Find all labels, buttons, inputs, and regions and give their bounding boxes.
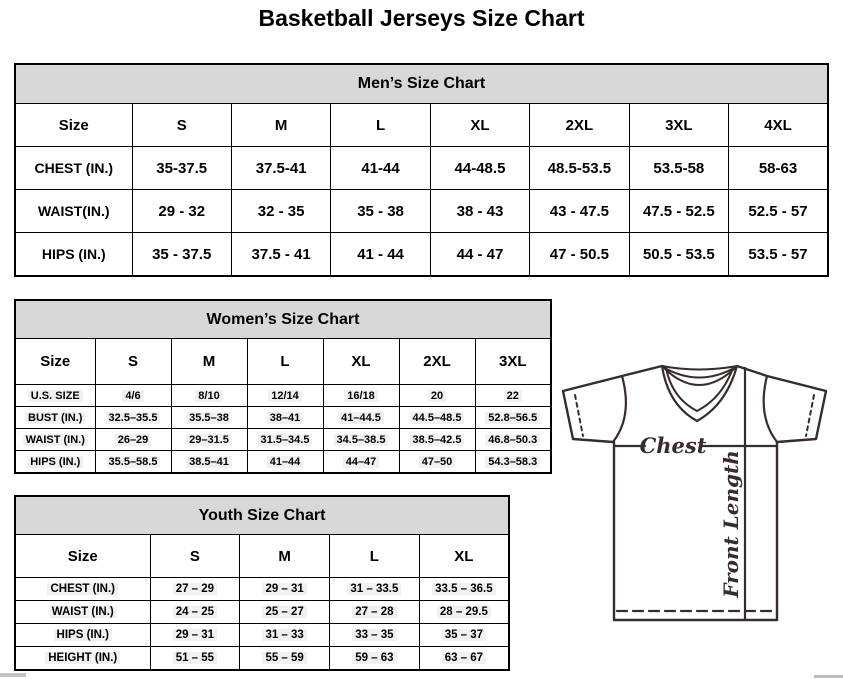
table-cell: 43 - 47.5 bbox=[530, 190, 629, 233]
cell-text: 44–47 bbox=[343, 456, 380, 468]
table-row bbox=[15, 429, 551, 451]
column-header: S bbox=[95, 339, 171, 385]
jersey-right-cuff-dashes bbox=[806, 395, 814, 436]
column-header: 3XL bbox=[629, 104, 728, 147]
table-cell bbox=[330, 624, 420, 647]
table-cell bbox=[419, 647, 509, 671]
cell-text: WAIST (IN.) bbox=[23, 434, 88, 446]
cell-text: 27 – 28 bbox=[352, 606, 396, 618]
row-label bbox=[15, 429, 95, 451]
table-cell: 29 - 32 bbox=[132, 190, 231, 233]
table-cell bbox=[240, 624, 330, 647]
cell-text: 55 – 59 bbox=[262, 652, 306, 664]
table-cell bbox=[399, 385, 475, 407]
table-cell: 44 - 47 bbox=[430, 233, 529, 277]
table-row bbox=[15, 407, 551, 429]
table-row bbox=[15, 578, 509, 601]
table-cell bbox=[399, 429, 475, 451]
table-cell bbox=[419, 578, 509, 601]
table-cell bbox=[171, 385, 247, 407]
table-cell: 35 - 38 bbox=[331, 190, 430, 233]
cell-text: 46.8–50.3 bbox=[485, 434, 540, 446]
table-cell bbox=[247, 385, 323, 407]
table-cell bbox=[171, 407, 247, 429]
column-header: XL bbox=[419, 535, 509, 578]
table-row bbox=[15, 104, 828, 147]
table-row bbox=[15, 300, 551, 339]
cell-text: 31 – 33 bbox=[262, 629, 306, 641]
cell-text: HIPS (IN.) bbox=[54, 629, 112, 641]
table-cell bbox=[95, 451, 171, 474]
column-header: Size bbox=[15, 339, 95, 385]
cell-text: 34.5–38.5 bbox=[334, 434, 389, 446]
table-cell bbox=[247, 451, 323, 474]
table-cell bbox=[475, 385, 551, 407]
row-label bbox=[15, 647, 150, 671]
column-header: M bbox=[231, 104, 330, 147]
column-header: XL bbox=[430, 104, 529, 147]
table-cell bbox=[95, 407, 171, 429]
mens-table-title: Men’s Size Chart bbox=[15, 64, 828, 104]
column-header: Size bbox=[15, 535, 150, 578]
youth-size-table bbox=[14, 495, 510, 671]
table-cell bbox=[419, 601, 509, 624]
table-cell: 41-44 bbox=[331, 147, 430, 190]
cell-text: 51 – 55 bbox=[173, 652, 217, 664]
table-cell bbox=[475, 429, 551, 451]
table-cell: 48.5-53.5 bbox=[530, 147, 629, 190]
table-cell bbox=[330, 578, 420, 601]
column-header: 4XL bbox=[729, 104, 828, 147]
cell-text: 41–44.5 bbox=[338, 412, 384, 424]
cell-text: 12/14 bbox=[268, 390, 302, 402]
cell-text: 54.3–58.3 bbox=[485, 456, 540, 468]
cell-text: 52.8–56.5 bbox=[485, 412, 540, 424]
cell-text: 26–29 bbox=[115, 434, 152, 446]
table-cell bbox=[330, 647, 420, 671]
table-cell bbox=[475, 451, 551, 474]
row-label bbox=[15, 578, 150, 601]
table-cell bbox=[323, 385, 399, 407]
womens-table-title: Women’s Size Chart bbox=[15, 300, 551, 339]
table-cell bbox=[247, 429, 323, 451]
table-cell bbox=[399, 407, 475, 429]
table-cell: 38 - 43 bbox=[430, 190, 529, 233]
table-cell bbox=[171, 429, 247, 451]
table-cell bbox=[323, 429, 399, 451]
table-cell: 47 - 50.5 bbox=[530, 233, 629, 277]
column-header: 2XL bbox=[399, 339, 475, 385]
table-cell bbox=[150, 578, 240, 601]
column-header: L bbox=[330, 535, 420, 578]
table-cell: 53.5-58 bbox=[629, 147, 728, 190]
table-cell bbox=[240, 601, 330, 624]
cell-text: 20 bbox=[428, 390, 446, 402]
table-cell bbox=[240, 647, 330, 671]
row-label bbox=[15, 407, 95, 429]
jersey-left-cuff-dashes bbox=[575, 395, 583, 436]
cell-text: 44.5–48.5 bbox=[410, 412, 465, 424]
mens-size-table bbox=[14, 63, 829, 277]
cell-text: 38.5–41 bbox=[186, 456, 232, 468]
column-header: Size bbox=[15, 104, 132, 147]
cell-text: 29 – 31 bbox=[173, 629, 217, 641]
cell-text: CHEST (IN.) bbox=[47, 583, 118, 595]
cell-text: 35 – 37 bbox=[442, 629, 486, 641]
row-label: CHEST (IN.) bbox=[15, 147, 132, 190]
jersey-body bbox=[614, 442, 777, 620]
table-cell: 44-48.5 bbox=[430, 147, 529, 190]
cell-text: HIPS (IN.) bbox=[27, 456, 83, 468]
table-cell bbox=[95, 385, 171, 407]
cell-text: 22 bbox=[504, 390, 522, 402]
row-label bbox=[15, 385, 95, 407]
table-cell: 37.5 - 41 bbox=[231, 233, 330, 277]
womens-size-table bbox=[14, 299, 552, 474]
table-row bbox=[15, 339, 551, 385]
cell-text: 24 – 25 bbox=[173, 606, 217, 618]
cell-text: 25 – 27 bbox=[262, 606, 306, 618]
table-cell bbox=[95, 429, 171, 451]
table-cell: 37.5-41 bbox=[231, 147, 330, 190]
cell-text: 27 – 29 bbox=[173, 583, 217, 595]
cell-text: 31 – 33.5 bbox=[347, 583, 401, 595]
cell-text: 38–41 bbox=[267, 412, 304, 424]
table-row bbox=[15, 190, 828, 233]
page-title: Basketball Jerseys Size Chart bbox=[258, 5, 585, 31]
cell-text: BUST (IN.) bbox=[25, 412, 85, 424]
row-label: HIPS (IN.) bbox=[15, 233, 132, 277]
cell-text: 63 – 67 bbox=[442, 652, 486, 664]
jersey-left-armhole bbox=[613, 376, 626, 442]
cell-text: 33 – 35 bbox=[352, 629, 396, 641]
column-header: L bbox=[331, 104, 430, 147]
cell-text: 8/10 bbox=[195, 390, 222, 402]
column-header: L bbox=[247, 339, 323, 385]
table-cell bbox=[399, 451, 475, 474]
column-header: M bbox=[240, 535, 330, 578]
table-cell bbox=[330, 601, 420, 624]
front-length-label: Front Length bbox=[719, 450, 743, 598]
table-cell bbox=[323, 407, 399, 429]
table-row bbox=[15, 451, 551, 474]
table-cell: 35 - 37.5 bbox=[132, 233, 231, 277]
cell-text: 35.5–58.5 bbox=[106, 456, 161, 468]
table-cell: 32 - 35 bbox=[231, 190, 330, 233]
table-row bbox=[15, 147, 828, 190]
cell-text: 28 – 29.5 bbox=[437, 606, 491, 618]
cell-text: 59 – 63 bbox=[352, 652, 396, 664]
row-label bbox=[15, 601, 150, 624]
cell-text: U.S. SIZE bbox=[28, 390, 83, 402]
chest-label: Chest bbox=[639, 433, 707, 458]
table-cell: 52.5 - 57 bbox=[729, 190, 828, 233]
table-cell: 50.5 - 53.5 bbox=[629, 233, 728, 277]
table-row bbox=[15, 385, 551, 407]
table-cell bbox=[240, 578, 330, 601]
cell-text: WAIST (IN.) bbox=[49, 606, 117, 618]
column-header: M bbox=[171, 339, 247, 385]
table-cell bbox=[419, 624, 509, 647]
row-label bbox=[15, 451, 95, 474]
cell-text: 29 – 31 bbox=[262, 583, 306, 595]
jersey-left-sleeve bbox=[563, 366, 662, 442]
jersey-vneck-outer bbox=[662, 366, 737, 421]
table-cell bbox=[247, 407, 323, 429]
table-cell: 58-63 bbox=[729, 147, 828, 190]
jersey-right-armhole bbox=[764, 376, 777, 442]
table-row bbox=[15, 624, 509, 647]
table-cell: 47.5 - 52.5 bbox=[629, 190, 728, 233]
cell-text: 41–44 bbox=[267, 456, 304, 468]
table-row bbox=[15, 647, 509, 671]
cell-text: 38.5–42.5 bbox=[410, 434, 465, 446]
cell-text: HEIGHT (IN.) bbox=[45, 652, 120, 664]
table-row bbox=[15, 64, 828, 104]
youth-table-title: Youth Size Chart bbox=[15, 496, 509, 535]
table-cell bbox=[323, 451, 399, 474]
table-cell: 41 - 44 bbox=[331, 233, 430, 277]
row-label: WAIST(IN.) bbox=[15, 190, 132, 233]
horizontal-scrollbar-fragment[interactable] bbox=[0, 673, 26, 677]
column-header: 3XL bbox=[475, 339, 551, 385]
column-header: XL bbox=[323, 339, 399, 385]
table-row bbox=[15, 535, 509, 578]
cell-text: 4/6 bbox=[122, 390, 143, 402]
horizontal-scrollbar-fragment[interactable] bbox=[814, 675, 843, 678]
row-label bbox=[15, 624, 150, 647]
column-header: S bbox=[150, 535, 240, 578]
cell-text: 16/18 bbox=[344, 390, 378, 402]
cell-text: 35.5–38 bbox=[186, 412, 232, 424]
cell-text: 33.5 – 36.5 bbox=[432, 583, 496, 595]
table-cell bbox=[150, 647, 240, 671]
column-header: 2XL bbox=[530, 104, 629, 147]
jersey-measurement-diagram bbox=[553, 358, 843, 643]
table-cell bbox=[150, 624, 240, 647]
table-cell: 53.5 - 57 bbox=[729, 233, 828, 277]
cell-text: 29–31.5 bbox=[186, 434, 232, 446]
jersey-vneck-inner bbox=[666, 368, 733, 411]
cell-text: 47–50 bbox=[419, 456, 456, 468]
jersey-collar bbox=[662, 366, 737, 370]
cell-text: 31.5–34.5 bbox=[258, 434, 313, 446]
table-cell bbox=[150, 601, 240, 624]
table-cell: 35-37.5 bbox=[132, 147, 231, 190]
table-row bbox=[15, 496, 509, 535]
cell-text: 32.5–35.5 bbox=[106, 412, 161, 424]
table-row bbox=[15, 233, 828, 277]
table-row bbox=[15, 601, 509, 624]
column-header: S bbox=[132, 104, 231, 147]
table-cell bbox=[171, 451, 247, 474]
table-cell bbox=[475, 407, 551, 429]
